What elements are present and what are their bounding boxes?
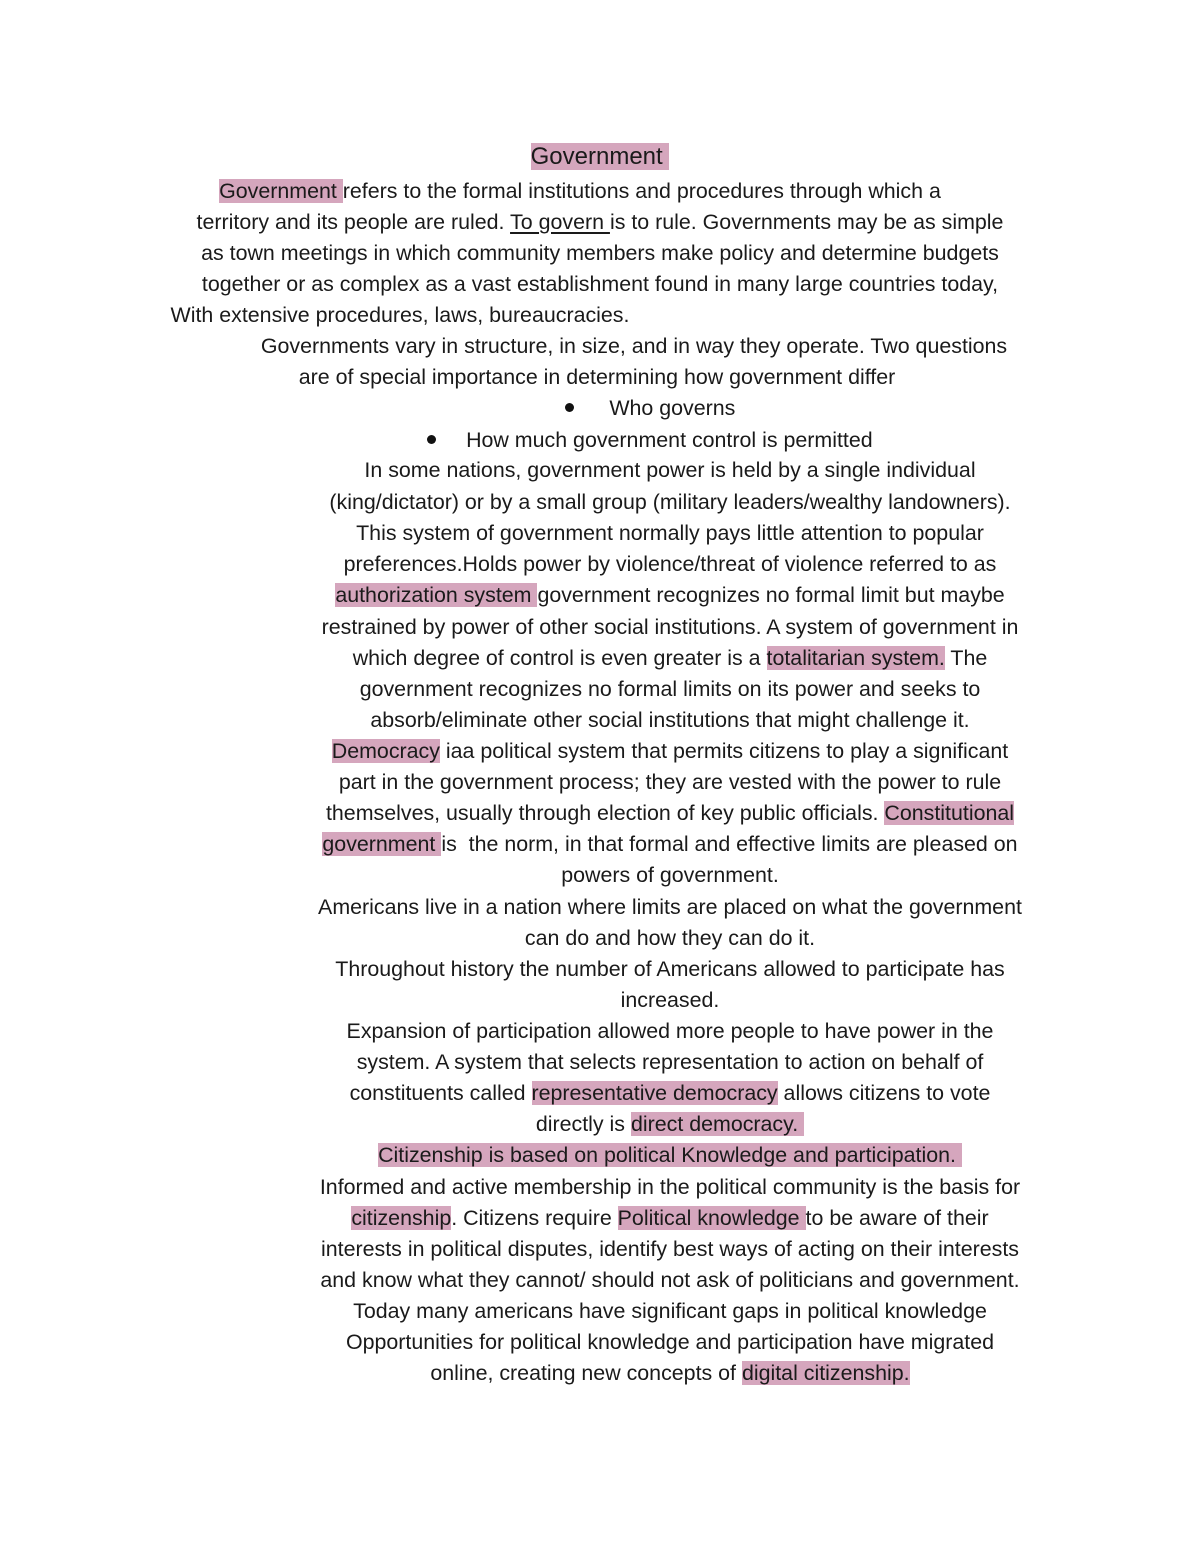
paragraph-line: powers of government. bbox=[561, 863, 779, 887]
paragraph-line: directly is direct democracy. bbox=[535, 1112, 805, 1136]
paragraph-line: Expansion of participation allowed more people to have power in the bbox=[346, 1019, 994, 1043]
underlined-term: To govern bbox=[510, 210, 610, 234]
highlighted-term: Democracy bbox=[331, 739, 440, 763]
paragraph-line: as town meetings in which community members make policy and determine budgets bbox=[201, 241, 999, 265]
highlighted-term: Political knowledge bbox=[617, 1206, 806, 1230]
paragraph-line: Government refers to the formal institutions and procedures through which a bbox=[219, 179, 941, 203]
highlighted-term: direct democracy. bbox=[630, 1112, 805, 1136]
paragraph-line: restrained by power of other social institutions. A system of government in bbox=[321, 615, 1019, 639]
paragraph-line: Governments vary in structure, in size, and in way they operate. Two questions bbox=[260, 334, 1008, 358]
paragraph-line: Today many americans have significant gaps in political knowledge bbox=[353, 1299, 987, 1323]
highlighted-term: government bbox=[322, 832, 442, 856]
paragraph-line: With extensive procedures, laws, bureaucracies. bbox=[170, 303, 630, 327]
bullet-item: How much government control is permitted bbox=[50, 425, 1200, 455]
page-title: Government bbox=[530, 143, 670, 170]
paragraph-line: This system of government normally pays little attention to popular bbox=[356, 521, 984, 545]
bullet-icon bbox=[427, 435, 436, 444]
highlighted-term: authorization system bbox=[335, 583, 538, 607]
paragraph-line: and know what they cannot/ should not ask of politicians and government. bbox=[320, 1268, 1020, 1292]
paragraph-line: Throughout history the number of Americans allowed to participate has bbox=[335, 957, 1005, 981]
paragraph-line: territory and its people are ruled. To govern is to rule. Governments may be as simple bbox=[196, 210, 1004, 234]
paragraph-line: are of special importance in determining how government differ bbox=[298, 365, 896, 389]
paragraph-line: interests in political disputes, identify best ways of acting on their interests bbox=[321, 1237, 1019, 1261]
highlighted-term: Constitutional bbox=[884, 801, 1015, 825]
paragraph-line: can do and how they can do it. bbox=[524, 926, 816, 950]
highlighted-term: citizenship bbox=[351, 1206, 452, 1230]
paragraph-line: which degree of control is even greater is a totalitarian system. The bbox=[352, 646, 988, 670]
highlighted-term: digital citizenship. bbox=[741, 1361, 910, 1385]
highlighted-term: Government bbox=[219, 179, 343, 203]
paragraph-line: citizenship. Citizens require Political knowledge to be aware of their bbox=[351, 1206, 989, 1230]
paragraph-line: themselves, usually through election of key public officials. Constitutional bbox=[325, 801, 1015, 825]
paragraph-line: constituents called representative democracy allows citizens to vote bbox=[349, 1081, 991, 1105]
paragraph-line: increased. bbox=[620, 988, 720, 1012]
paragraph-line: government is the norm, in that formal and effective limits are pleased on bbox=[322, 832, 1018, 856]
highlighted-term: totalitarian system. bbox=[766, 646, 945, 670]
paragraph-line: system. A system that selects representation to action on behalf of bbox=[356, 1050, 984, 1074]
paragraph-line: (king/dictator) or by a small group (military leaders/wealthy landowners). bbox=[329, 490, 1011, 514]
paragraph-line: government recognizes no formal limits on its power and seeks to bbox=[359, 677, 981, 701]
paragraph-line: preferences.Holds power by violence/threat of violence referred to as bbox=[343, 552, 997, 576]
paragraph-line: In some nations, government power is held by a single individual bbox=[364, 458, 976, 482]
bullet-icon bbox=[565, 403, 574, 412]
paragraph-line: authorization system government recognizes no formal limit but maybe bbox=[335, 583, 1005, 607]
paragraph-line bbox=[70, 1140, 1200, 1170]
highlighted-term: Citizenship is based on political Knowledge and participation. bbox=[378, 1143, 962, 1167]
paragraph-line: absorb/eliminate other social institutions that might challenge it. bbox=[370, 708, 970, 732]
paragraph-line: Americans live in a nation where limits are placed on what the government bbox=[318, 895, 1022, 919]
paragraph-line: Democracy iaa political system that permits citizens to play a significant bbox=[331, 739, 1009, 763]
paragraph-line: part in the government process; they are vested with the power to rule bbox=[338, 770, 1002, 794]
paragraph-line: together or as complex as a vast establishment found in many large countries today, bbox=[201, 272, 999, 296]
highlighted-term: representative democracy bbox=[531, 1081, 778, 1105]
bullet-item: Who governs bbox=[50, 393, 1200, 423]
paragraph-line: online, creating new concepts of digital citizenship. bbox=[430, 1361, 910, 1385]
paragraph-line: Opportunities for political knowledge and participation have migrated bbox=[345, 1330, 995, 1354]
paragraph-line: Informed and active membership in the political community is the basis for bbox=[319, 1175, 1021, 1199]
